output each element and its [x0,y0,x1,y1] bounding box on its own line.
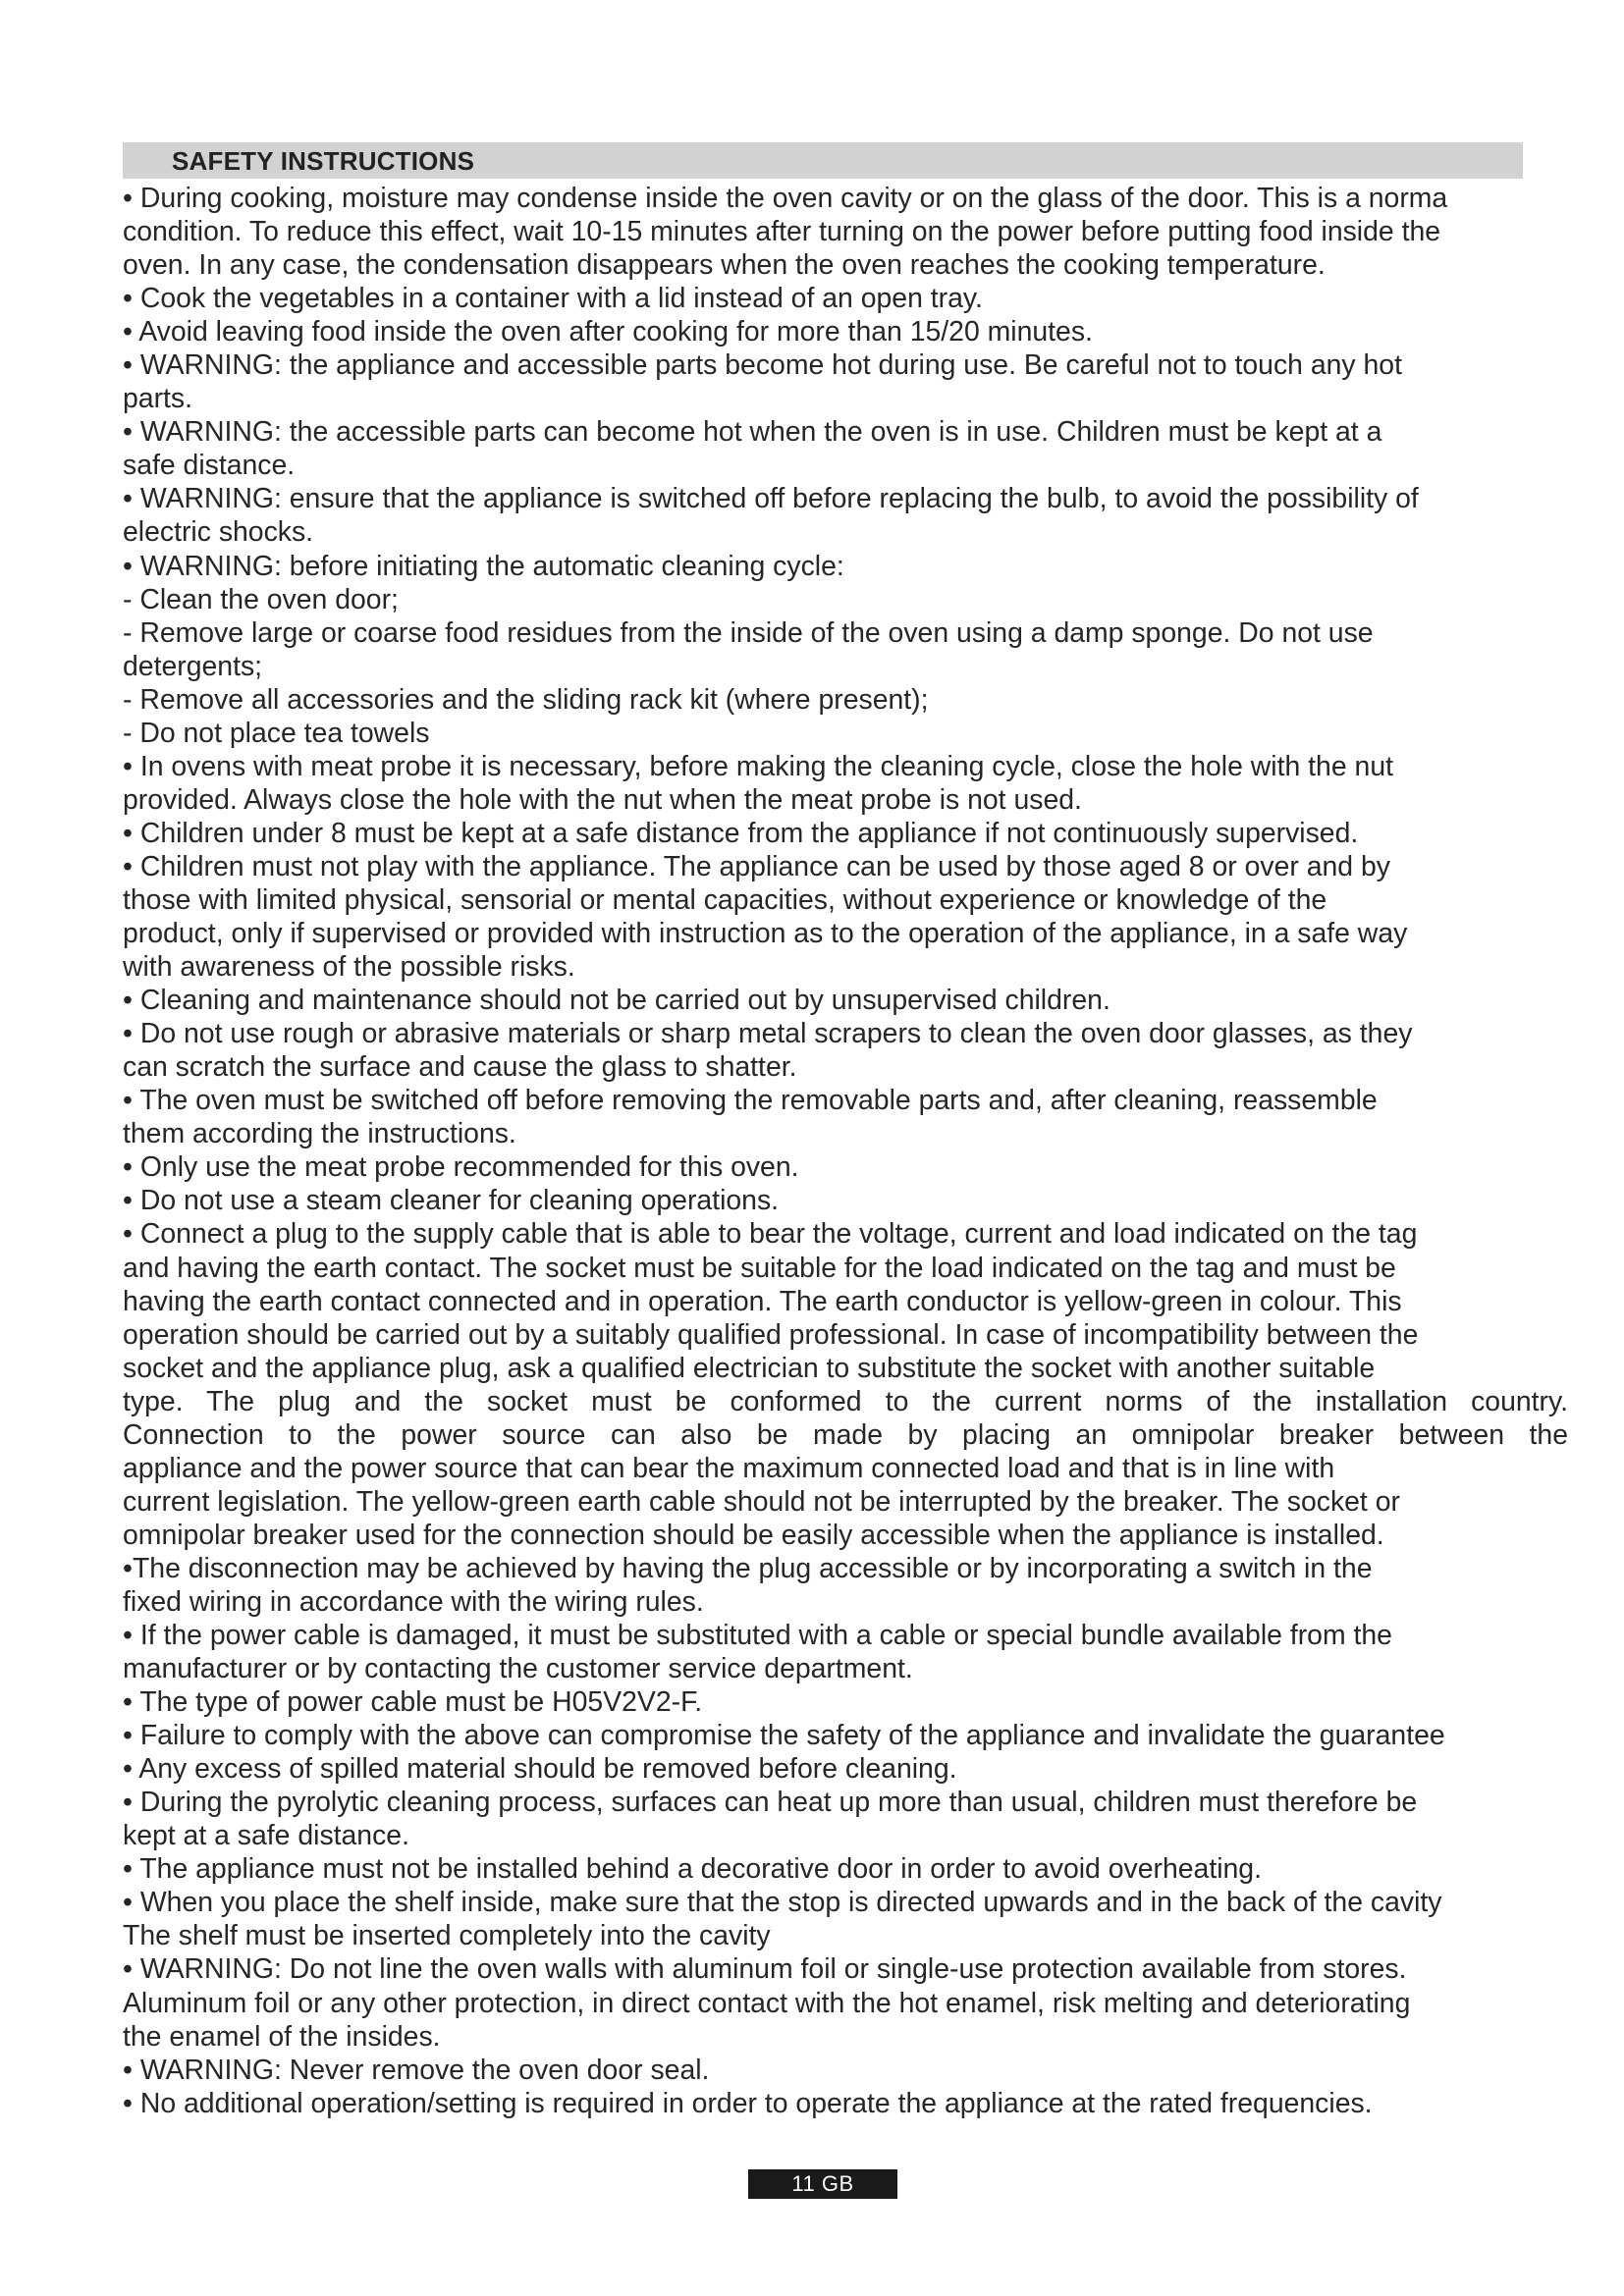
text-line: electric shocks. [123,516,314,549]
text-line: fixed wiring in accordance with the wiring rules. [123,1585,704,1618]
text-line: can scratch the surface and cause the glass to shatter. [123,1051,797,1084]
text-line: • No additional operation/setting is required in order to operate the appliance at the rated frequencies. [123,2087,1373,2119]
text-line: - Remove all accessories and the sliding rack kit (where present); [123,683,929,716]
text-line: safe distance. [123,450,296,482]
text-line: • WARNING: the appliance and accessible parts become hot during use. Be careful not to touch any hot [123,349,1402,382]
text-line: • In ovens with meat probe it is necessary, before making the cleaning cycle, close the hole with the nut [123,750,1393,782]
text-line: manufacturer or by contacting the customer service department. [123,1653,913,1685]
text-line: • The oven must be switched off before removing the removable parts and, after cleaning, reassemble [123,1085,1378,1117]
text-line: having the earth contact connected and in operation. The earth conductor is yellow-green in colour. This [123,1285,1402,1317]
text-line: • Connect a plug to the supply cable that is able to bear the voltage, current and load indicated on the tag [123,1218,1418,1251]
text-line: operation should be carried out by a suitably qualified professional. In case of incompatibility between the [123,1318,1419,1351]
text-line: Connection to the power source can also be made by placing an omnipolar breaker between the [123,1418,1568,1451]
text-line: Aluminum foil or any other protection, in direct contact with the hot enamel, risk melting and deteriorating [123,1987,1411,2019]
text-line: • Avoid leaving food inside the oven after cooking for more than 15/20 minutes. [123,316,1093,348]
text-line: - Do not place tea towels [123,717,430,749]
text-line: • WARNING: the accessible parts can become hot when the oven is in use. Children must be kept at a [123,416,1382,449]
text-line: • Any excess of spilled material should be removed before cleaning. [123,1753,957,1786]
text-line: provided. Always close the hole with the nut when the meat probe is not used. [123,783,1082,816]
page-number-badge: 11 GB [748,2169,897,2199]
text-line: • During the pyrolytic cleaning process, surfaces can heat up more than usual, children must therefore be [123,1787,1418,1819]
text-line: • WARNING: ensure that the appliance is switched off before replacing the bulb, to avoid the possibility of [123,483,1419,515]
text-line: • Only use the meat probe recommended for this oven. [123,1151,799,1184]
text-line: detergents; [123,650,263,682]
text-line: • Cleaning and maintenance should not be carried out by unsupervised children. [123,985,1110,1017]
text-line: • Do not use a steam cleaner for cleaning operations. [123,1185,780,1217]
text-line: - Remove large or coarse food residues from the inside of the oven using a damp sponge. Do not use [123,616,1374,649]
text-line: • The type of power cable must be H05V2V2-F. [123,1686,703,1719]
text-line: • WARNING: before initiating the automatic cleaning cycle: [123,550,844,582]
text-line: type. The plug and the socket must be conformed to the current norms of the installation country. [123,1385,1568,1417]
text-line: • Cook the vegetables in a container with a lid instead of an open tray. [123,283,983,315]
text-line: - Clean the oven door; [123,583,399,615]
section-title: SAFETY INSTRUCTIONS [172,146,475,176]
text-line: The shelf must be inserted completely into the cavity [123,1920,771,1952]
text-line: •The disconnection may be achieved by having the plug accessible or by incorporating a switch in the [123,1552,1373,1584]
text-line: them according the instructions. [123,1118,516,1150]
safety-instructions-body [123,182,1624,2164]
text-line: socket and the appliance plug, ask a qualified electrician to substitute the socket with another suitable [123,1352,1376,1384]
text-line: • If the power cable is damaged, it must be substituted with a cable or special bundle available from the [123,1620,1392,1652]
text-line: condition. To reduce this effect, wait 10-15 minutes after turning on the power before putting food inside the [123,216,1441,248]
text-line: • The appliance must not be installed behind a decorative door in order to avoid overheating. [123,1853,1262,1886]
text-line: • Do not use rough or abrasive materials or sharp metal scrapers to clean the oven door glasses, as they [123,1018,1413,1050]
text-line: product, only if supervised or provided with instruction as to the operation of the appliance, in a safe way [123,918,1408,950]
text-line: kept at a safe distance. [123,1820,409,1852]
text-line: oven. In any case, the condensation disappears when the oven reaches the cooking temperature. [123,249,1326,282]
text-line: with awareness of the possible risks. [123,951,575,984]
text-line: • Failure to comply with the above can compromise the safety of the appliance and invalidate the guarantee [123,1720,1445,1752]
text-line: • Children under 8 must be kept at a safe distance from the appliance if not continuously supervised. [123,817,1359,849]
text-line: • WARNING: Never remove the oven door seal. [123,2054,710,2086]
text-line: • When you place the shelf inside, make sure that the stop is directed upwards and in the back of the cavity [123,1887,1442,1919]
text-line: • Children must not play with the appliance. The appliance can be used by those aged 8 or over and by [123,850,1390,882]
text-line: current legislation. The yellow-green earth cable should not be interrupted by the breaker. The socket or [123,1485,1400,1518]
text-line: • WARNING: Do not line the oven walls with aluminum foil or single-use protection available from stores. [123,1953,1407,1986]
section-header-bar [123,142,1523,179]
text-line: and having the earth contact. The socket must be suitable for the load indicated on the tag and must be [123,1252,1396,1284]
text-line: the enamel of the insides. [123,2020,441,2053]
text-line: those with limited physical, sensorial or mental capacities, without experience or knowledge of the [123,883,1327,916]
text-line: • During cooking, moisture may condense inside the oven cavity or on the glass of the door. This is a norma [123,183,1448,214]
text-line: omnipolar breaker used for the connection should be easily accessible when the appliance is installed. [123,1519,1384,1551]
text-line: appliance and the power source that can bear the maximum connected load and that is in line with [123,1452,1335,1484]
text-line: parts. [123,383,193,415]
